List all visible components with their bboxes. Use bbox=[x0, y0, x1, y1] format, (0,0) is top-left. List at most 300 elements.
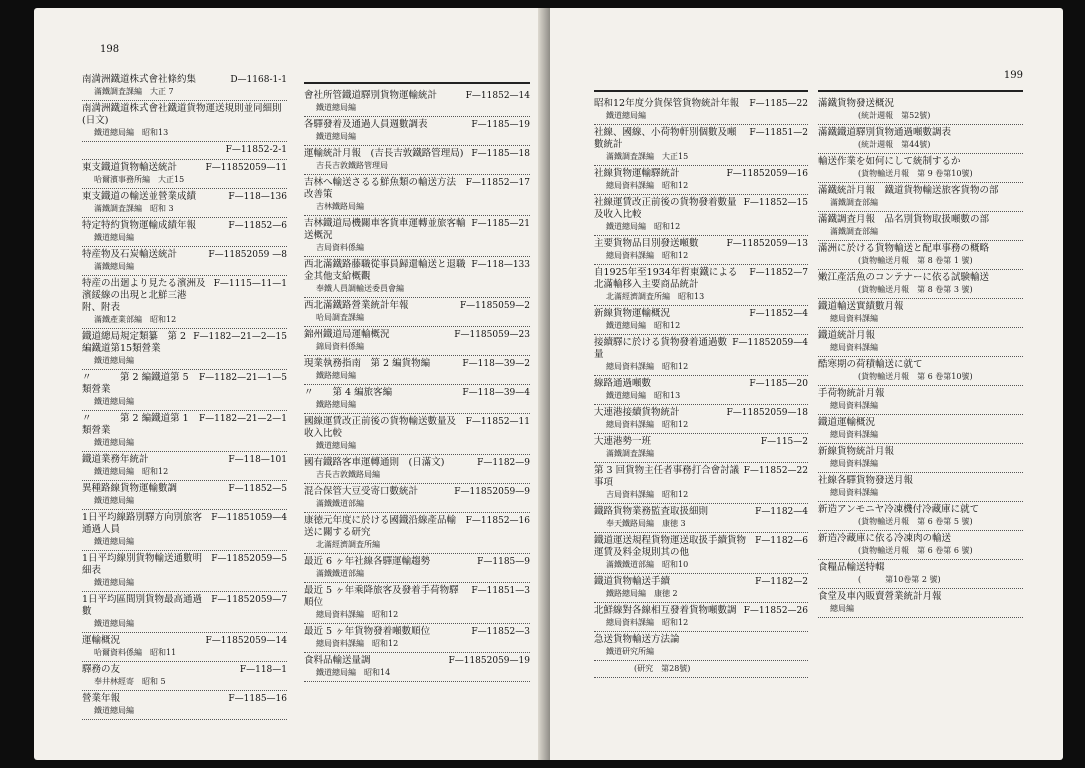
entry-code: F—1182—21—2—1 bbox=[198, 414, 287, 424]
entry-title: 南満洲鐵道株式會社條約集 bbox=[82, 74, 197, 85]
entry-publisher: 鐵道總局編 bbox=[94, 356, 134, 365]
entry-publisher: 鐵路總局編 bbox=[316, 371, 356, 380]
entry-publisher: 哈爾資料係編 昭和11 bbox=[94, 648, 177, 657]
entry-title: 最近 5 ヶ年乘降旅客及發着手荷物驛順位 bbox=[304, 585, 459, 608]
entry-title: 第 3 回貨物主任者事務打合會討議事項 bbox=[594, 465, 740, 488]
entry-publisher: 總局資料課編 bbox=[830, 459, 878, 468]
catalog-entry bbox=[818, 212, 1023, 241]
catalog-entry bbox=[304, 653, 530, 682]
entry-publisher: 鐵道總局編 昭和13 bbox=[94, 128, 169, 137]
entry-line bbox=[818, 243, 1023, 255]
entry-code: F—1182—2 bbox=[755, 577, 808, 587]
left-page bbox=[34, 8, 546, 760]
entry-publisher: 鐵道總局編 bbox=[316, 441, 356, 450]
entry-publisher: 鐵道總局編 bbox=[94, 397, 134, 406]
catalog-entry bbox=[818, 270, 1023, 299]
entry-title: 滿鐵鐵道驛別貨物通過噸數調表 bbox=[818, 127, 952, 138]
entry-title: 混合保管大豆受寄口數統計 bbox=[304, 486, 419, 497]
entry-publisher: 總局資料課編 昭和12 bbox=[606, 362, 689, 371]
right-column-2 bbox=[818, 90, 1023, 618]
entry-publisher: 滿鐵調査課編 昭和 3 bbox=[94, 204, 174, 213]
entry-publisher: 北滿經濟調査所編 bbox=[316, 540, 380, 549]
entry-title: 南満洲鐵道株式會社鐵道貨物運送規則並同細則(日文) bbox=[82, 103, 282, 126]
catalog-entry bbox=[594, 434, 808, 463]
entry-title: 1日平均區間別貨物最高通過數 bbox=[82, 594, 203, 617]
entry-line bbox=[82, 144, 287, 156]
catalog-entry bbox=[818, 154, 1023, 183]
entry-title: 新線貨物統計月報 bbox=[818, 446, 895, 457]
catalog-entry bbox=[304, 327, 530, 356]
entry-title: 特定特約貨物運輸成績年報 bbox=[82, 220, 197, 231]
catalog-entry bbox=[82, 276, 287, 329]
catalog-entry bbox=[82, 160, 287, 189]
entry-line bbox=[304, 655, 530, 667]
catalog-entry bbox=[82, 370, 287, 411]
catalog-entry bbox=[82, 452, 287, 481]
catalog-entry bbox=[304, 414, 530, 455]
entry-publisher: 鐵道總局編 bbox=[94, 496, 134, 505]
entry-title: 滿鐵貨物發送概況 bbox=[818, 98, 895, 109]
catalog-entry bbox=[594, 335, 808, 376]
entry-line bbox=[82, 74, 287, 86]
entry-line bbox=[82, 483, 287, 495]
entry-title: 社線各驛貨物發送月報 bbox=[818, 475, 914, 486]
catalog-entry bbox=[304, 455, 530, 484]
catalog-entry bbox=[818, 589, 1023, 618]
catalog-entry bbox=[304, 624, 530, 653]
entry-line bbox=[818, 272, 1023, 284]
catalog-entry bbox=[304, 146, 530, 175]
entry-line bbox=[818, 98, 1023, 110]
entry-line bbox=[304, 585, 530, 609]
entry-line bbox=[304, 556, 530, 568]
entry-title: 新造冷藏庫に依る冷凍肉の輸送 bbox=[818, 533, 952, 544]
entry-title: 特産の出廻より見たる濱洲及濱綏線の出現と北鮮三港 附、附表 bbox=[82, 278, 206, 313]
entry-title: 康徳元年度に於ける國鐵沿線產品輸送に關する研究 bbox=[304, 515, 457, 538]
entry-line bbox=[82, 249, 287, 261]
entry-title: 西北滿鐵路藤職從事員歸還輸送と退職金其他支給概觀 bbox=[304, 259, 466, 282]
entry-title: 昭和12年度分貨保管貨物統計年報 bbox=[594, 98, 740, 109]
entry-code: F—1182—9 bbox=[477, 458, 530, 468]
catalog-entry bbox=[304, 117, 530, 146]
entry-title: 特産物及石炭輸送統計 bbox=[82, 249, 178, 260]
entry-line bbox=[818, 301, 1023, 313]
entry-line bbox=[818, 185, 1023, 197]
entry-line bbox=[304, 218, 530, 242]
entry-code: F—118—133 bbox=[471, 260, 530, 270]
catalog-entry bbox=[594, 603, 808, 632]
entry-title: 食糧品輸送特輯 bbox=[818, 562, 885, 573]
entry-code: F—1182—21—1—5 bbox=[198, 373, 287, 383]
entry-publisher: 吉長吉敦鐵路局編 bbox=[316, 470, 380, 479]
entry-line bbox=[304, 416, 530, 440]
catalog-entry bbox=[594, 166, 808, 195]
entry-title: 鐵道總局規定類纂 第 2 編鐵道第15類營業 bbox=[82, 331, 187, 354]
entry-code: F—11851—2 bbox=[749, 128, 808, 138]
entry-line bbox=[82, 413, 287, 437]
entry-publisher: 吉林鐵路局編 bbox=[316, 202, 364, 211]
entry-line bbox=[594, 535, 808, 559]
entry-code: F—118—39—4 bbox=[462, 388, 530, 398]
entry-line bbox=[594, 267, 808, 291]
entry-line bbox=[818, 417, 1023, 429]
entry-publisher: (貨物輸送月報 第 8 卷第 3 號) bbox=[858, 285, 973, 294]
entry-title: 現業執務指南 第 2 編貨物編 bbox=[304, 358, 431, 369]
catalog-entry bbox=[82, 247, 287, 276]
entry-publisher: 奉天鐵路局編 康徳 3 bbox=[606, 519, 686, 528]
catalog-entry bbox=[818, 328, 1023, 357]
entry-publisher: 總局資料課編 bbox=[830, 314, 878, 323]
entry-title: 各驛發着及通過人員週數調表 bbox=[304, 119, 428, 130]
entry-title: 鐵道貨物輸送手續 bbox=[594, 576, 671, 587]
catalog-entry bbox=[304, 484, 530, 513]
entry-publisher: 鐵道總局編 bbox=[94, 578, 134, 587]
entry-line bbox=[304, 486, 530, 498]
catalog-entry bbox=[82, 633, 287, 662]
catalog-entry bbox=[82, 329, 287, 370]
entry-line bbox=[82, 553, 287, 577]
entry-line bbox=[818, 446, 1023, 458]
catalog-entry bbox=[818, 96, 1023, 125]
catalog-entry bbox=[304, 513, 530, 554]
entry-line bbox=[818, 562, 1023, 574]
entry-publisher: 奉井林經寄 昭和 5 bbox=[94, 677, 166, 686]
entry-publisher: 哈爾濱事務所編 大正15 bbox=[94, 175, 185, 184]
entry-code: F—11852—15 bbox=[743, 198, 808, 208]
entry-publisher: 總局資料課編 昭和12 bbox=[316, 639, 399, 648]
entry-publisher: 總局資料課編 bbox=[830, 488, 878, 497]
entry-publisher: 總局資料課編 bbox=[830, 343, 878, 352]
entry-publisher: (貨物輸送月報 第 8 卷第 1 號) bbox=[858, 256, 973, 265]
entry-code: F—1185—21 bbox=[471, 219, 530, 229]
entry-line bbox=[304, 457, 530, 469]
entry-publisher: 總局資料課編 bbox=[830, 430, 878, 439]
entry-publisher: 鐵道總局編 昭和13 bbox=[606, 391, 681, 400]
entry-title: 社線運賃改正前後の貨物發着數量及收入比較 bbox=[594, 197, 737, 220]
entry-code: F—11852059—19 bbox=[448, 656, 530, 666]
entry-line bbox=[82, 512, 287, 536]
entry-line bbox=[818, 504, 1023, 516]
entry-line bbox=[304, 119, 530, 131]
catalog-entry bbox=[82, 551, 287, 592]
entry-publisher: 總局編 bbox=[830, 604, 854, 613]
entry-publisher: 鐵道總局編 昭和12 bbox=[94, 467, 169, 476]
catalog-entry bbox=[304, 356, 530, 385]
entry-publisher: 滿鐵調査部編 bbox=[830, 198, 878, 207]
entry-line bbox=[818, 214, 1023, 226]
entry-code: F—1182—6 bbox=[755, 536, 808, 546]
entry-line bbox=[304, 148, 530, 160]
entry-code: F—11852059—14 bbox=[205, 636, 287, 646]
catalog-entry bbox=[594, 574, 808, 603]
entry-title: 1日平均線別貨物輸送通數明細表 bbox=[82, 553, 203, 576]
entry-code: F—11852—22 bbox=[743, 466, 808, 476]
entry-publisher: 滿鐵調査部編 bbox=[830, 227, 878, 236]
catalog-entry bbox=[594, 405, 808, 434]
entry-code: F—11852—3 bbox=[471, 627, 530, 637]
catalog-entry bbox=[82, 691, 287, 720]
entry-title: 東支鐵道貨物輸送統計 bbox=[82, 162, 178, 173]
right-column-1 bbox=[594, 90, 808, 678]
catalog-entry bbox=[304, 257, 530, 298]
entry-code: F—1185059—23 bbox=[454, 330, 530, 340]
entry-title: 線路通過噸數 bbox=[594, 378, 652, 389]
entry-publisher: 北滿經濟調査所編 昭和13 bbox=[606, 292, 705, 301]
entry-title: 〃 第 2 編鐵道第 5 類營業 bbox=[82, 372, 189, 395]
entry-title: 北鮮線對各線相互發着貨物噸數調 bbox=[594, 605, 737, 616]
entry-line bbox=[594, 197, 808, 221]
catalog-entry bbox=[818, 241, 1023, 270]
entry-publisher: 鐵道總局編 昭和12 bbox=[606, 222, 681, 231]
catalog-entry bbox=[594, 504, 808, 533]
entry-line bbox=[818, 127, 1023, 139]
entry-code: F—11852059—11 bbox=[205, 163, 287, 173]
entry-code: F—1185—16 bbox=[228, 694, 287, 704]
catalog-entry bbox=[82, 142, 287, 160]
catalog-entry bbox=[818, 357, 1023, 386]
entry-line bbox=[82, 594, 287, 618]
entry-code: F—11851—3 bbox=[471, 586, 530, 596]
entry-code: F—1185—18 bbox=[471, 149, 530, 159]
entry-publisher: 鐵道總局編 bbox=[94, 438, 134, 447]
entry-line bbox=[304, 387, 530, 399]
entry-line bbox=[304, 259, 530, 283]
entry-line bbox=[82, 103, 287, 127]
entry-title: 輸送作業を如何にして統制するか bbox=[818, 156, 961, 167]
entry-title: 國有鐵路客車運轉通則 (日滿文) bbox=[304, 457, 445, 468]
catalog-entry bbox=[818, 502, 1023, 531]
entry-publisher: (研究 第28號) bbox=[634, 664, 691, 673]
entry-title: 1日平均線路別驛方向別旅客通過人員 bbox=[82, 512, 203, 535]
entry-title: 最近 6 ヶ年社線各驛運輸趨勢 bbox=[304, 556, 431, 567]
entry-line bbox=[82, 664, 287, 676]
catalog-entry bbox=[594, 376, 808, 405]
entry-publisher: 滿鐵產業部編 昭和12 bbox=[94, 315, 177, 324]
entry-code: F—11852—5 bbox=[228, 484, 287, 494]
entry-line bbox=[82, 635, 287, 647]
entry-line bbox=[594, 337, 808, 361]
entry-title: 異種路線貨物運輸數調 bbox=[82, 483, 178, 494]
entry-line bbox=[82, 162, 287, 174]
entry-publisher: 鐵道總局編 昭和14 bbox=[316, 668, 391, 677]
entry-code: F—115—2 bbox=[760, 437, 808, 447]
catalog-entry bbox=[304, 554, 530, 583]
entry-publisher: 總局資料課編 昭和12 bbox=[316, 610, 399, 619]
entry-title: 鐵路貨物業務監査取扱細則 bbox=[594, 506, 709, 517]
entry-code: F—1182—4 bbox=[755, 507, 808, 517]
catalog-entry bbox=[304, 298, 530, 327]
catalog-entry bbox=[818, 473, 1023, 502]
entry-title: 西北滿鐵路營業統計年報 bbox=[304, 300, 409, 311]
entry-title: 鐵道輸送實績數月報 bbox=[818, 301, 904, 312]
entry-title: 東支鐵道の輸送並營業成績 bbox=[82, 191, 197, 202]
entry-code: F—118—136 bbox=[228, 192, 287, 202]
right-page bbox=[550, 8, 1063, 760]
catalog-entry bbox=[82, 72, 287, 101]
entry-line bbox=[594, 436, 808, 448]
entry-code: F—11852059—7 bbox=[211, 595, 287, 605]
entry-line bbox=[82, 220, 287, 232]
entry-code: D—1168-1-1 bbox=[230, 75, 287, 85]
catalog-entry bbox=[82, 510, 287, 551]
entry-line bbox=[594, 605, 808, 617]
entry-publisher: 鐵道總局編 bbox=[606, 111, 646, 120]
entry-publisher: 鐵道總局編 bbox=[94, 619, 134, 628]
entry-publisher: (貨物輸送月報 第 6 卷第 5 號) bbox=[858, 517, 973, 526]
entry-publisher: 鐵道總局編 bbox=[94, 706, 134, 715]
entry-publisher: 滿鐵鐵道部編 bbox=[316, 569, 364, 578]
entry-line bbox=[594, 308, 808, 320]
entry-code: F—118—39—2 bbox=[462, 359, 530, 369]
entry-title: 運輸統計月報 (吉長吉敦鐵路管理局) bbox=[304, 148, 464, 159]
entry-publisher: (貨物輸送月報 第 6 卷第 6 號) bbox=[858, 546, 973, 555]
entry-publisher: 總局資料課編 昭和12 bbox=[606, 420, 689, 429]
entry-code: F—11852—14 bbox=[465, 91, 530, 101]
entry-code: F—11852—17 bbox=[465, 178, 530, 188]
entry-title: 自1925年至1934年哲東鐵による北滿輸移入主要商品統計 bbox=[594, 267, 738, 290]
entry-publisher: 鐵道總局編 bbox=[94, 233, 134, 242]
catalog-entry bbox=[594, 125, 808, 166]
catalog-entry bbox=[304, 583, 530, 624]
entry-line bbox=[594, 98, 808, 110]
entry-line bbox=[304, 177, 530, 201]
catalog-entry bbox=[82, 218, 287, 247]
catalog-entry bbox=[818, 299, 1023, 328]
left-column-2 bbox=[304, 82, 530, 682]
entry-line bbox=[818, 156, 1023, 168]
catalog-entry bbox=[818, 560, 1023, 589]
entry-publisher: 鐵路總局編 bbox=[316, 400, 356, 409]
catalog-entry bbox=[304, 216, 530, 257]
catalog-entry bbox=[82, 411, 287, 452]
entry-line bbox=[304, 300, 530, 312]
entry-title: 吉林へ輸送さるる鮮魚類の輸送方法改善策 bbox=[304, 177, 457, 200]
entry-publisher: (統計週報 第52號) bbox=[858, 111, 931, 120]
entry-title: 鐵道運送規程貨物運送取扱手續貨物運賃及料金規則其の他 bbox=[594, 535, 747, 558]
entry-title: 營業年報 bbox=[82, 693, 121, 704]
entry-publisher: 吉長吉敦鐵路管理局 bbox=[316, 161, 388, 170]
entry-line bbox=[594, 238, 808, 250]
catalog-entry bbox=[594, 463, 808, 504]
entry-line bbox=[818, 359, 1023, 371]
entry-code: F—1185059—2 bbox=[459, 301, 530, 311]
entry-publisher: 錦局資料係編 bbox=[316, 342, 364, 351]
entry-title: 〃 第 2 編鐵道第 1 類營業 bbox=[82, 413, 189, 436]
entry-publisher: 鐵道總局編 bbox=[316, 132, 356, 141]
entry-code: F—1115—11—1 bbox=[213, 279, 287, 289]
catalog-entry bbox=[82, 481, 287, 510]
entry-line bbox=[82, 331, 287, 355]
entry-code: F—11852—4 bbox=[749, 309, 808, 319]
entry-code: F—11852059—13 bbox=[726, 239, 808, 249]
catalog-entry bbox=[594, 533, 808, 574]
entry-title: 大連港勢一班 bbox=[594, 436, 652, 447]
entry-title: 食料品輸送量調 bbox=[304, 655, 371, 666]
entry-publisher: 滿鐵調査課編 大正15 bbox=[606, 152, 689, 161]
entry-publisher: 滿鐵調査課編 大正 7 bbox=[94, 87, 174, 96]
entry-publisher: 總局資料課編 昭和12 bbox=[606, 181, 689, 190]
entry-title: 最近 5 ヶ年貨物發着噸數順位 bbox=[304, 626, 431, 637]
entry-code: F—1185—9 bbox=[477, 557, 530, 567]
entry-line bbox=[82, 191, 287, 203]
entry-title: 〃 第 4 編旅客編 bbox=[304, 387, 393, 398]
entry-line bbox=[818, 533, 1023, 545]
entry-title: 會社所管鐵道驛別貨物運輸統計 bbox=[304, 90, 438, 101]
entry-title: 社線、國線、小荷物軒別個數及噸數統計 bbox=[594, 127, 737, 150]
page-number: 198 bbox=[100, 44, 120, 55]
entry-line bbox=[82, 278, 287, 314]
entry-publisher: 滿鐵鐵道部編 昭和10 bbox=[606, 560, 689, 569]
entry-code: F—11852—6 bbox=[228, 221, 287, 231]
entry-code: F—118—1 bbox=[239, 665, 287, 675]
entry-line bbox=[594, 378, 808, 390]
entry-line bbox=[818, 475, 1023, 487]
entry-title: 酷寒期の荷積輸送に就て bbox=[818, 359, 923, 370]
entry-publisher: ( 第10卷第 2 號) bbox=[858, 575, 941, 584]
entry-code: F—11852059—5 bbox=[211, 554, 287, 564]
entry-line bbox=[304, 626, 530, 638]
entry-title: 鐵道統計月報 bbox=[818, 330, 876, 341]
entry-code: F—1185—22 bbox=[749, 99, 808, 109]
entry-title: 嫩江產活魚のコンテナーに依る試験輸送 bbox=[818, 272, 990, 283]
entry-publisher: (統計週報 第44號) bbox=[858, 140, 931, 149]
entry-code: F—11852—11 bbox=[465, 417, 530, 427]
entry-code: F—11851059—4 bbox=[211, 513, 287, 523]
entry-title: 手荷物統計月報 bbox=[818, 388, 885, 399]
catalog-entry bbox=[594, 96, 808, 125]
entry-title: 鐵道運輸概況 bbox=[818, 417, 876, 428]
entry-code: F—11852059—18 bbox=[726, 408, 808, 418]
catalog-entry bbox=[304, 175, 530, 216]
catalog-entry bbox=[594, 236, 808, 265]
entry-publisher: 鐵道研究所編 bbox=[606, 647, 654, 656]
entry-line bbox=[594, 168, 808, 180]
entry-publisher: (貨物輸送月報 第 6 卷第10號) bbox=[858, 372, 973, 381]
entry-code: F—11852059—16 bbox=[726, 169, 808, 179]
catalog-entry bbox=[818, 183, 1023, 212]
catalog-entry bbox=[818, 386, 1023, 415]
entry-title: 錦州鐵道局運輸概況 bbox=[304, 329, 390, 340]
entry-publisher: 滿鐵總局編 bbox=[94, 262, 134, 271]
entry-code: F—11852-2-1 bbox=[225, 145, 287, 155]
entry-title: 運輸概況 bbox=[82, 635, 121, 646]
catalog-entry bbox=[82, 101, 287, 142]
catalog-entry bbox=[594, 661, 808, 678]
entry-title: 接續驛に於ける貨物發着通過數量 bbox=[594, 337, 728, 360]
entry-code: F—11852059 —8 bbox=[208, 250, 287, 260]
catalog-entry bbox=[304, 88, 530, 117]
entry-line bbox=[82, 372, 287, 396]
entry-title: 鐵道業務年統計 bbox=[82, 454, 149, 465]
entry-publisher: 總局資料課編 昭和12 bbox=[606, 251, 689, 260]
entry-title: 滿鐵統計月報 鐵道貨物輸送旅客貨物の部 bbox=[818, 185, 999, 196]
entry-publisher: 總局資料課編 bbox=[830, 401, 878, 410]
entry-code: F—118—101 bbox=[228, 455, 287, 465]
entry-line bbox=[304, 515, 530, 539]
catalog-entry bbox=[818, 444, 1023, 473]
entry-title: 急送貨物輸送方法論 bbox=[594, 634, 680, 645]
catalog-entry bbox=[594, 306, 808, 335]
entry-title: 新造アンモニヤ冷凍機付冷藏庫に就て bbox=[818, 504, 980, 515]
entry-line bbox=[818, 591, 1023, 603]
catalog-entry bbox=[818, 531, 1023, 560]
entry-publisher: (貨物輸送月報 第 9 卷第10號) bbox=[858, 169, 973, 178]
entry-title bbox=[82, 144, 226, 156]
entry-title: 食堂及車內販賣營業統計月報 bbox=[818, 591, 942, 602]
entry-publisher: 總局資料課編 昭和12 bbox=[606, 618, 689, 627]
entry-publisher: 吉局資料課編 昭和12 bbox=[606, 490, 689, 499]
entry-publisher: 滿鐵調査課編 bbox=[606, 449, 654, 458]
